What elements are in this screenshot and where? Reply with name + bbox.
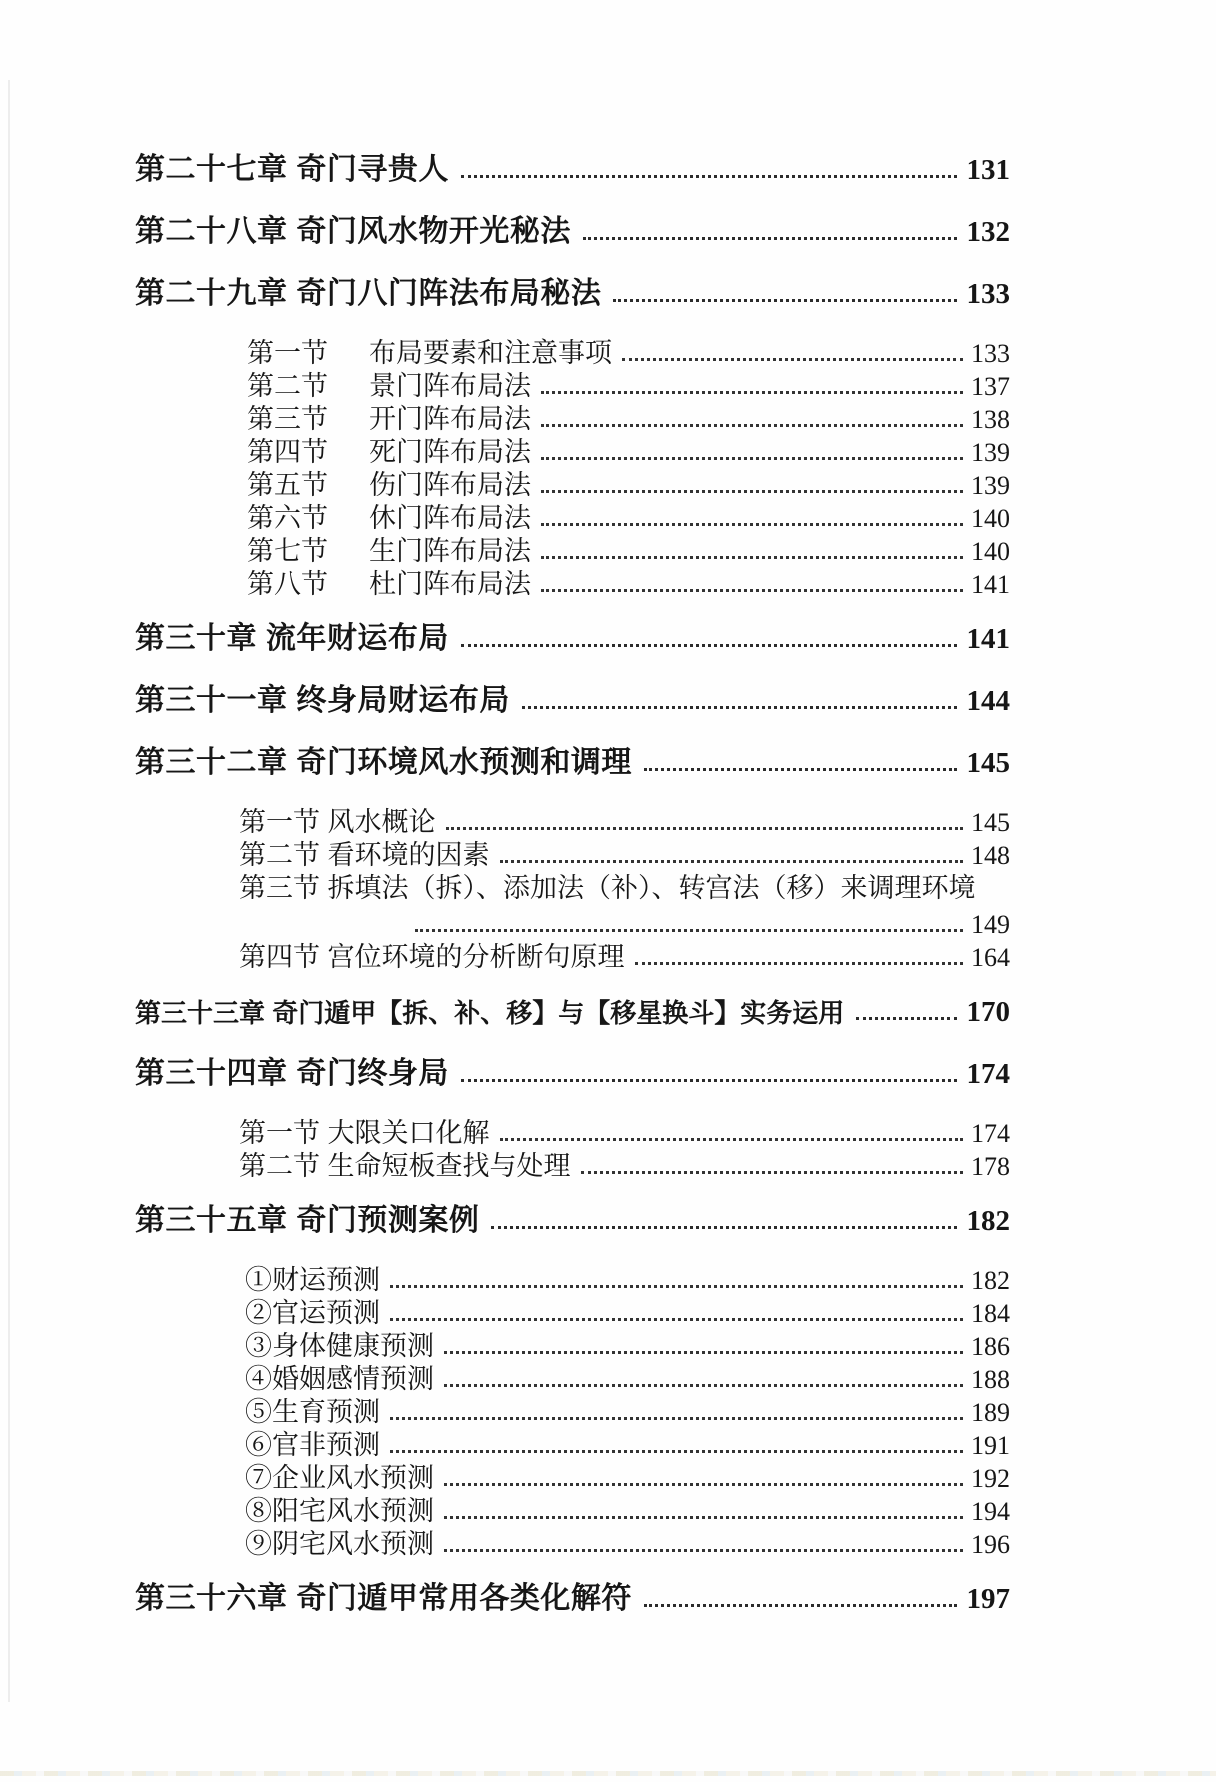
toc-page-number: 133 [971, 339, 1010, 368]
toc-section-number: 第六节 [247, 502, 328, 533]
toc-entry-item [135, 1328, 1010, 1360]
toc-page-number: 191 [971, 1431, 1010, 1460]
toc-entry-section-wide [135, 467, 1010, 499]
dot-leader [491, 1226, 956, 1229]
toc-page-number: 188 [971, 1365, 1010, 1394]
toc-entry-title: ⑤生育预测 [245, 1396, 380, 1427]
toc-entry-item [135, 1394, 1010, 1426]
toc-entry-title: 伤门阵布局法 [369, 469, 531, 500]
toc-entry-chapter [135, 676, 1010, 716]
toc-page-number: 182 [966, 1205, 1010, 1237]
toc-entry-chapter [135, 987, 1010, 1027]
toc-page-number: 174 [971, 1119, 1010, 1148]
toc-entry-title: 第二节 看环境的因素 [239, 839, 490, 870]
toc-entry-section [135, 837, 1010, 869]
toc-page-number: 149 [971, 910, 1010, 939]
toc-entry-chapter [135, 269, 1010, 309]
dot-leader [581, 1171, 963, 1174]
toc-page-number: 144 [966, 685, 1010, 717]
toc-entry-title: 第二十九章 奇门八门阵法布局秘法 [135, 276, 602, 310]
toc-entry-section-wide [135, 401, 1010, 433]
toc-page-number: 186 [971, 1332, 1010, 1361]
dot-leader [613, 299, 956, 302]
toc-section-number: 第二节 [247, 370, 328, 401]
toc-entry-item [135, 1295, 1010, 1327]
toc-section-number: 第七节 [247, 535, 328, 566]
toc-entry-title: 开门阵布局法 [369, 403, 531, 434]
toc-page-number: 141 [966, 623, 1010, 655]
toc-entry-item [135, 1493, 1010, 1525]
toc-entry-chapter [135, 1196, 1010, 1236]
toc-entry-dots-only [135, 906, 1010, 938]
toc-entry-title: 第四节 宫位环境的分析断句原理 [239, 941, 625, 972]
dot-leader [500, 1138, 963, 1141]
dot-leader [390, 1417, 963, 1420]
toc-entry-title: 休门阵布局法 [369, 502, 531, 533]
toc-entry-chapter [135, 1049, 1010, 1089]
toc-page-number: 192 [971, 1464, 1010, 1493]
toc-entry-title: ①财运预测 [245, 1264, 380, 1295]
toc-entry-section-nodots [135, 870, 1010, 902]
toc-page-number: 137 [971, 372, 1010, 401]
toc-page-number: 148 [971, 841, 1010, 870]
toc-page-number: 164 [971, 943, 1010, 972]
toc-entry-title: ②官运预测 [245, 1297, 380, 1328]
dot-leader [522, 706, 957, 709]
toc-entry-section [135, 804, 1010, 836]
toc-entry-chapter [135, 145, 1010, 185]
toc-entry-title: 景门阵布局法 [369, 370, 531, 401]
toc-section-number: 第四节 [247, 436, 328, 467]
toc-entry-chapter [135, 738, 1010, 778]
toc-entry-item [135, 1460, 1010, 1492]
toc-entry-section-wide [135, 533, 1010, 565]
toc-entry-title: 第二十七章 奇门寻贵人 [135, 152, 449, 186]
dot-leader [390, 1318, 963, 1321]
toc-page-number: 145 [971, 808, 1010, 837]
toc-entry-title: 布局要素和注意事项 [369, 337, 612, 368]
dot-leader [444, 1351, 963, 1354]
toc-entry-item [135, 1526, 1010, 1558]
toc-entry-title: 第三十六章 奇门遁甲常用各类化解符 [135, 1581, 632, 1615]
toc-page-number: 196 [971, 1530, 1010, 1559]
toc-entry-title: 第三十一章 终身局财运布局 [135, 683, 510, 717]
toc-entry-section-wide [135, 368, 1010, 400]
toc-page-number: 174 [966, 1058, 1010, 1090]
toc-entry-title: 杜门阵布局法 [369, 568, 531, 599]
toc-entry-section-wide [135, 566, 1010, 598]
toc-entry-title: ⑥官非预测 [245, 1429, 380, 1460]
scan-left-edge-artifact [8, 80, 10, 1702]
toc-page-number: 141 [971, 570, 1010, 599]
dot-leader [446, 827, 963, 830]
toc-entry-title: ④婚姻感情预测 [245, 1363, 434, 1394]
dot-leader [644, 1604, 957, 1607]
toc-entry-title: 第三十四章 奇门终身局 [135, 1056, 449, 1090]
dot-leader [461, 644, 957, 647]
toc-entry-section [135, 1148, 1010, 1180]
toc-entry-title: 第三十二章 奇门环境风水预测和调理 [135, 745, 632, 779]
toc-entry-title: 第三节 拆填法（拆）、添加法（补）、转宫法（移）来调理环境 [239, 872, 976, 903]
scan-bottom-edge-artifact [0, 1771, 1216, 1776]
toc-page-number: 197 [966, 1583, 1010, 1615]
toc-page-number: 182 [971, 1266, 1010, 1295]
toc-page-number: 170 [966, 996, 1010, 1028]
toc-entry-item [135, 1427, 1010, 1459]
toc-entry-section-wide [135, 434, 1010, 466]
dot-leader [415, 929, 963, 932]
toc-entry-title: ③身体健康预测 [245, 1330, 434, 1361]
toc-entry-title: 生门阵布局法 [369, 535, 531, 566]
dot-leader [461, 1079, 957, 1082]
toc-section-number: 第五节 [247, 469, 328, 500]
dot-leader [541, 523, 963, 526]
toc-entry-title: ⑨阴宅风水预测 [245, 1528, 434, 1559]
toc-section-number: 第八节 [247, 568, 328, 599]
toc-entry-chapter [135, 614, 1010, 654]
dot-leader [622, 358, 963, 361]
dot-leader [541, 589, 963, 592]
toc-page-number: 133 [966, 278, 1010, 310]
toc-entry-title: 第三十五章 奇门预测案例 [135, 1203, 480, 1237]
dot-leader [541, 424, 963, 427]
toc-entry-title: 第一节 大限关口化解 [239, 1117, 490, 1148]
dot-leader [390, 1285, 963, 1288]
dot-leader [444, 1549, 963, 1552]
dot-leader [444, 1384, 963, 1387]
toc-page-number: 139 [971, 438, 1010, 467]
toc-entry-chapter [135, 207, 1010, 247]
dot-leader [541, 490, 963, 493]
toc-page-number: 184 [971, 1299, 1010, 1328]
dot-leader [635, 962, 963, 965]
toc-entry-title: 第三十章 流年财运布局 [135, 621, 449, 655]
dot-leader [444, 1516, 963, 1519]
toc-page-number: 138 [971, 405, 1010, 434]
toc-entry-item [135, 1262, 1010, 1294]
toc-page-number: 178 [971, 1152, 1010, 1181]
dot-leader [644, 768, 957, 771]
toc-entry-title: 第二节 生命短板查找与处理 [239, 1150, 571, 1181]
toc-entry-title: 第三十三章 奇门遁甲【拆、补、移】与【移星换斗】实务运用 [135, 997, 845, 1028]
toc-page-number: 140 [971, 537, 1010, 566]
dot-leader [541, 457, 963, 460]
toc-section-number: 第三节 [247, 403, 328, 434]
toc-entry-item [135, 1361, 1010, 1393]
dot-leader [461, 175, 957, 178]
toc-page-number: 139 [971, 471, 1010, 500]
toc-entry-section-wide [135, 335, 1010, 367]
toc-entry-title: 第一节 风水概论 [239, 806, 436, 837]
toc-entry-title: ⑧阳宅风水预测 [245, 1495, 434, 1526]
dot-leader [856, 1017, 956, 1020]
toc-entry-section-wide [135, 500, 1010, 532]
dot-leader [500, 860, 963, 863]
toc-entry-section [135, 1115, 1010, 1147]
toc-section-number: 第一节 [247, 337, 328, 368]
dot-leader [390, 1450, 963, 1453]
dot-leader [444, 1483, 963, 1486]
toc-page-number: 131 [966, 154, 1010, 186]
toc-page-number: 140 [971, 504, 1010, 533]
toc-entry-title: 第二十八章 奇门风水物开光秘法 [135, 214, 571, 248]
toc-page-number: 145 [966, 747, 1010, 779]
toc-entry-title: ⑦企业风水预测 [245, 1462, 434, 1493]
toc-page-number: 194 [971, 1497, 1010, 1526]
toc-entry-section [135, 939, 1010, 971]
dot-leader [541, 556, 963, 559]
dot-leader [583, 237, 957, 240]
toc-page-number: 132 [966, 216, 1010, 248]
dot-leader [541, 391, 963, 394]
toc-entry-title: 死门阵布局法 [369, 436, 531, 467]
toc-entry-chapter [135, 1574, 1010, 1614]
toc-page-number: 189 [971, 1398, 1010, 1427]
